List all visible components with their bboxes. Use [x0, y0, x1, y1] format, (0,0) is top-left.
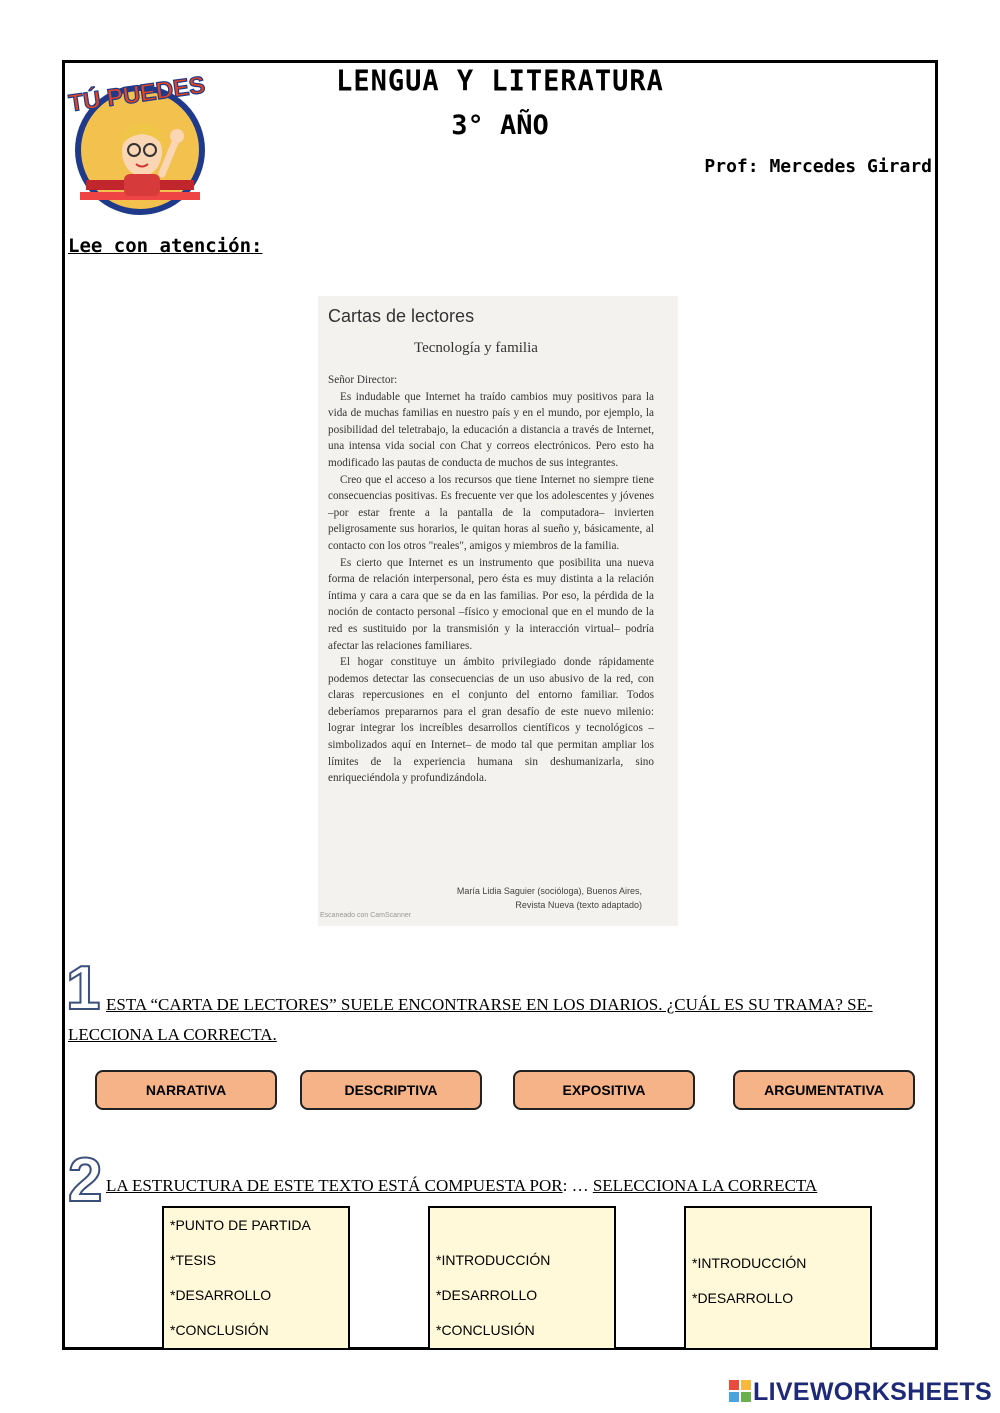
option-descriptiva-button[interactable]: DESCRIPTIVA [300, 1070, 482, 1110]
teacher-name: Prof: Mercedes Girard [704, 156, 932, 177]
article-body [328, 372, 654, 787]
question-1-number: 1 [66, 954, 101, 1023]
structure-item: *INTRODUCCIÓN [436, 1252, 551, 1268]
question-1-line1: ESTA “CARTA DE LECTORES” SUELE ENCONTRARSE EN LOS DIARIOS. ¿CUÁL ES SU TRAMA? SE- [106, 995, 873, 1014]
instruction-heading: Lee con atención: [68, 235, 263, 257]
article-paragraph: El hogar constituye un ámbito privilegiado donde rápidamente podemos detectar las consecuencias de un uso abusivo de la red, con claras repercusiones en el conjunto del entorno familiar. Todos deberíamos prepararnos para el gran desafío de este nuevo milenio: lograr integrar los increíbles desarrollos científicos y tecnológicos –simbolizados aquí en Internet– de modo tal que permitan ampliar los límites de la experiencia humana sin deshumanizarla, sino enriqueciéndola y profundizándola. [328, 656, 654, 785]
structure-item: *CONCLUSIÓN [436, 1322, 535, 1338]
logo-text: TÚ PUEDES [67, 71, 207, 118]
structure-item: *DESARROLLO [170, 1287, 272, 1303]
question-2-text [106, 1176, 817, 1196]
structure-option-2[interactable] [428, 1206, 616, 1350]
option-expositiva-button[interactable]: EXPOSITIVA [513, 1070, 695, 1110]
question-2-text-b: : … [562, 1176, 593, 1195]
brand-text: LIVEWORKSHEETS [753, 1378, 992, 1406]
scanner-watermark: Escaneado con CamScanner [320, 912, 412, 919]
structure-item: *CONCLUSIÓN [170, 1322, 269, 1338]
subject-title: LENGUA Y LITERATURA [336, 65, 664, 98]
liveworksheets-brand[interactable] [729, 1378, 992, 1407]
article-title: Tecnología y familia [414, 340, 538, 356]
article-signature [457, 884, 642, 912]
scanned-article [318, 296, 678, 926]
structure-option-3[interactable] [684, 1206, 872, 1350]
structure-item: *INTRODUCCIÓN [692, 1255, 807, 1271]
liveworksheets-logo-icon [729, 1380, 751, 1402]
article-paragraph: Es indudable que Internet ha traído cambios muy positivos para la vida de muchas familias en nuestro país y en el mundo, por ejemplo, la posibilidad del teletrabajo, la educación a distancia a través de Internet, una intensa vida social con Chat y correos electrónicos. Pero esto ha modificado las pautas de conducta de muchos de sus integrantes. [328, 390, 654, 469]
signature-line: María Lidia Saguier (socióloga), Buenos Aires, [456, 886, 642, 896]
year-title: 3° AÑO [451, 110, 549, 141]
article-greeting: Señor Director: [328, 374, 398, 386]
structure-item: *TESIS [170, 1252, 216, 1268]
structure-item: *DESARROLLO [692, 1290, 794, 1306]
question-1-line2: LECCIONA LA CORRECTA. [68, 1025, 277, 1044]
structure-item: *DESARROLLO [436, 1287, 538, 1303]
question-2-text-a: LA ESTRUCTURA DE ESTE TEXTO ESTÁ COMPUESTA POR [106, 1176, 563, 1195]
article-paragraph: Creo que el acceso a los recursos que tiene Internet no siempre tiene consecuencias positivas. Es frecuente ver que los adolescentes y jóvenes –por estar frente a la pantalla de la computadora– invierten peligrosamente sus horarios, le quitan horas al sueño y, básicamente, al contacto con los otros "reales", amigos y miembros de la familia. [328, 473, 654, 552]
signature-line: Revista Nueva (texto adaptado) [515, 900, 642, 910]
structure-item: *PUNTO DE PARTIDA [170, 1217, 311, 1233]
article-section: Cartas de lectores [328, 306, 475, 326]
structure-option-1[interactable] [162, 1206, 350, 1350]
option-narrativa-button[interactable]: NARRATIVA [95, 1070, 277, 1110]
question-2-text-c: SELECCIONA LA CORRECTA [592, 1176, 818, 1195]
question-1-text [68, 990, 918, 1050]
question-2-number: 2 [68, 1146, 103, 1215]
option-argumentativa-button[interactable]: ARGUMENTATIVA [733, 1070, 915, 1110]
article-paragraph: Es cierto que Internet es un instrumento que posibilita una nueva forma de relación interpersonal, pero ésta es muy distinta a la relación íntima y cara a cara que se da en las familias. Por eso, la pérdida de la noción de contacto personal –físico y emocional que en el mundo de la red es sustituido por la transmisión y la interacción virtual– podría afectar las relaciones familiares. [328, 556, 654, 652]
